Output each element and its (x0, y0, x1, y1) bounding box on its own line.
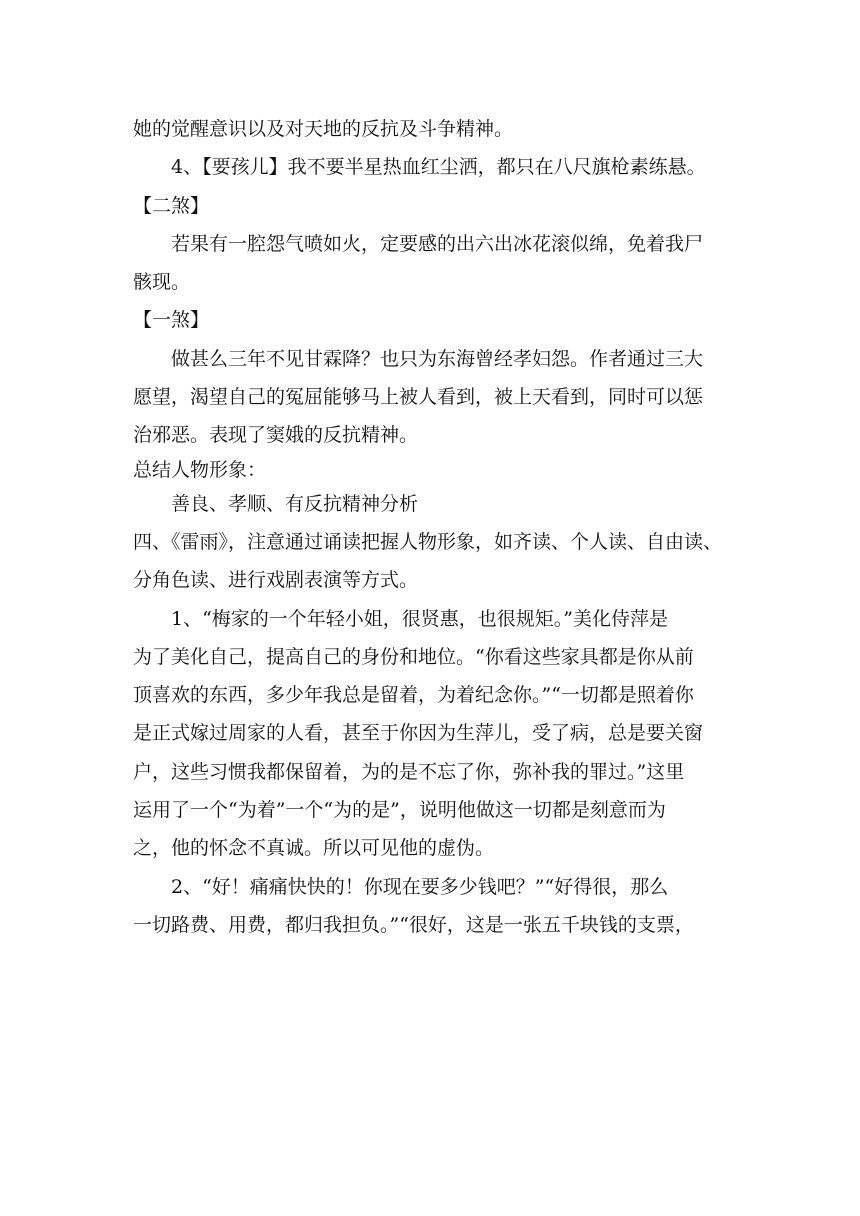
text-line: 是正式嫁过周家的人看，甚至于你因为生萍儿，受了病，总是要关窗 (133, 722, 704, 745)
section-heading: 【二煞】 (133, 194, 210, 217)
text-line: 为了美化自己，提高自己的身份和地位。“你看这些家具都是你从前 (133, 645, 694, 668)
text-line: 骸现。 (133, 271, 191, 294)
text-line: 善良、孝顺、有反抗精神分析 (171, 492, 419, 515)
text-line: 分角色读、进行戏剧表演等方式。 (133, 569, 419, 592)
section-heading: 【一煞】 (133, 309, 210, 332)
document-body (133, 110, 731, 944)
text-line: 1、“梅家的一个年轻小姐，很贤惠，也很规矩。”美化侍萍是 (171, 607, 669, 630)
text-line: 她的觉醒意识以及对天地的反抗及斗争精神。 (133, 118, 514, 140)
text-line: 顶喜欢的东西，多少年我总是留着，为着纪念你。”“一切都是照着你 (133, 684, 694, 707)
text-line: 4、【要孩儿】我不要半星热血红尘洒，都只在八尺旗枪素练悬。 (171, 156, 706, 179)
text-line: 做甚么三年不见甘霖降？也只为东海曾经孝妇怨。作者通过三大 (171, 347, 704, 370)
text-line: 户，这些习惯我都保留着，为的是不忘了你，弥补我的罪过。”这里 (133, 760, 685, 783)
text-line: 愿望，渴望自己的冤屈能够马上被人看到，被上天看到，同时可以惩 (133, 386, 704, 409)
text-line: 若果有一腔怨气喷如火，定要感的出六出冰花滚似绵，免着我尸 (171, 232, 704, 255)
text-line: 一切路费、用费，都归我担负。”“很好，这是一张五千块钱的支票， (133, 913, 694, 936)
section-heading: 总结人物形象： (133, 458, 267, 481)
section-heading: 四、《雷雨》，注意通过诵读把握人物形象，如齐读、个人读、自由读、 (133, 530, 723, 553)
text-line: 运用了一个“为着”一个“为的是”，说明他做这一切都是刻意而为 (133, 799, 666, 822)
text-line: 治邪恶。表现了窦娥的反抗精神。 (133, 424, 419, 447)
text-line: 2、“好！痛痛快快的！你现在要多少钱吧？”“好得很，那么 (171, 875, 669, 898)
text-line: 之，他的怀念不真诚。所以可见他的虚伪。 (133, 837, 495, 860)
